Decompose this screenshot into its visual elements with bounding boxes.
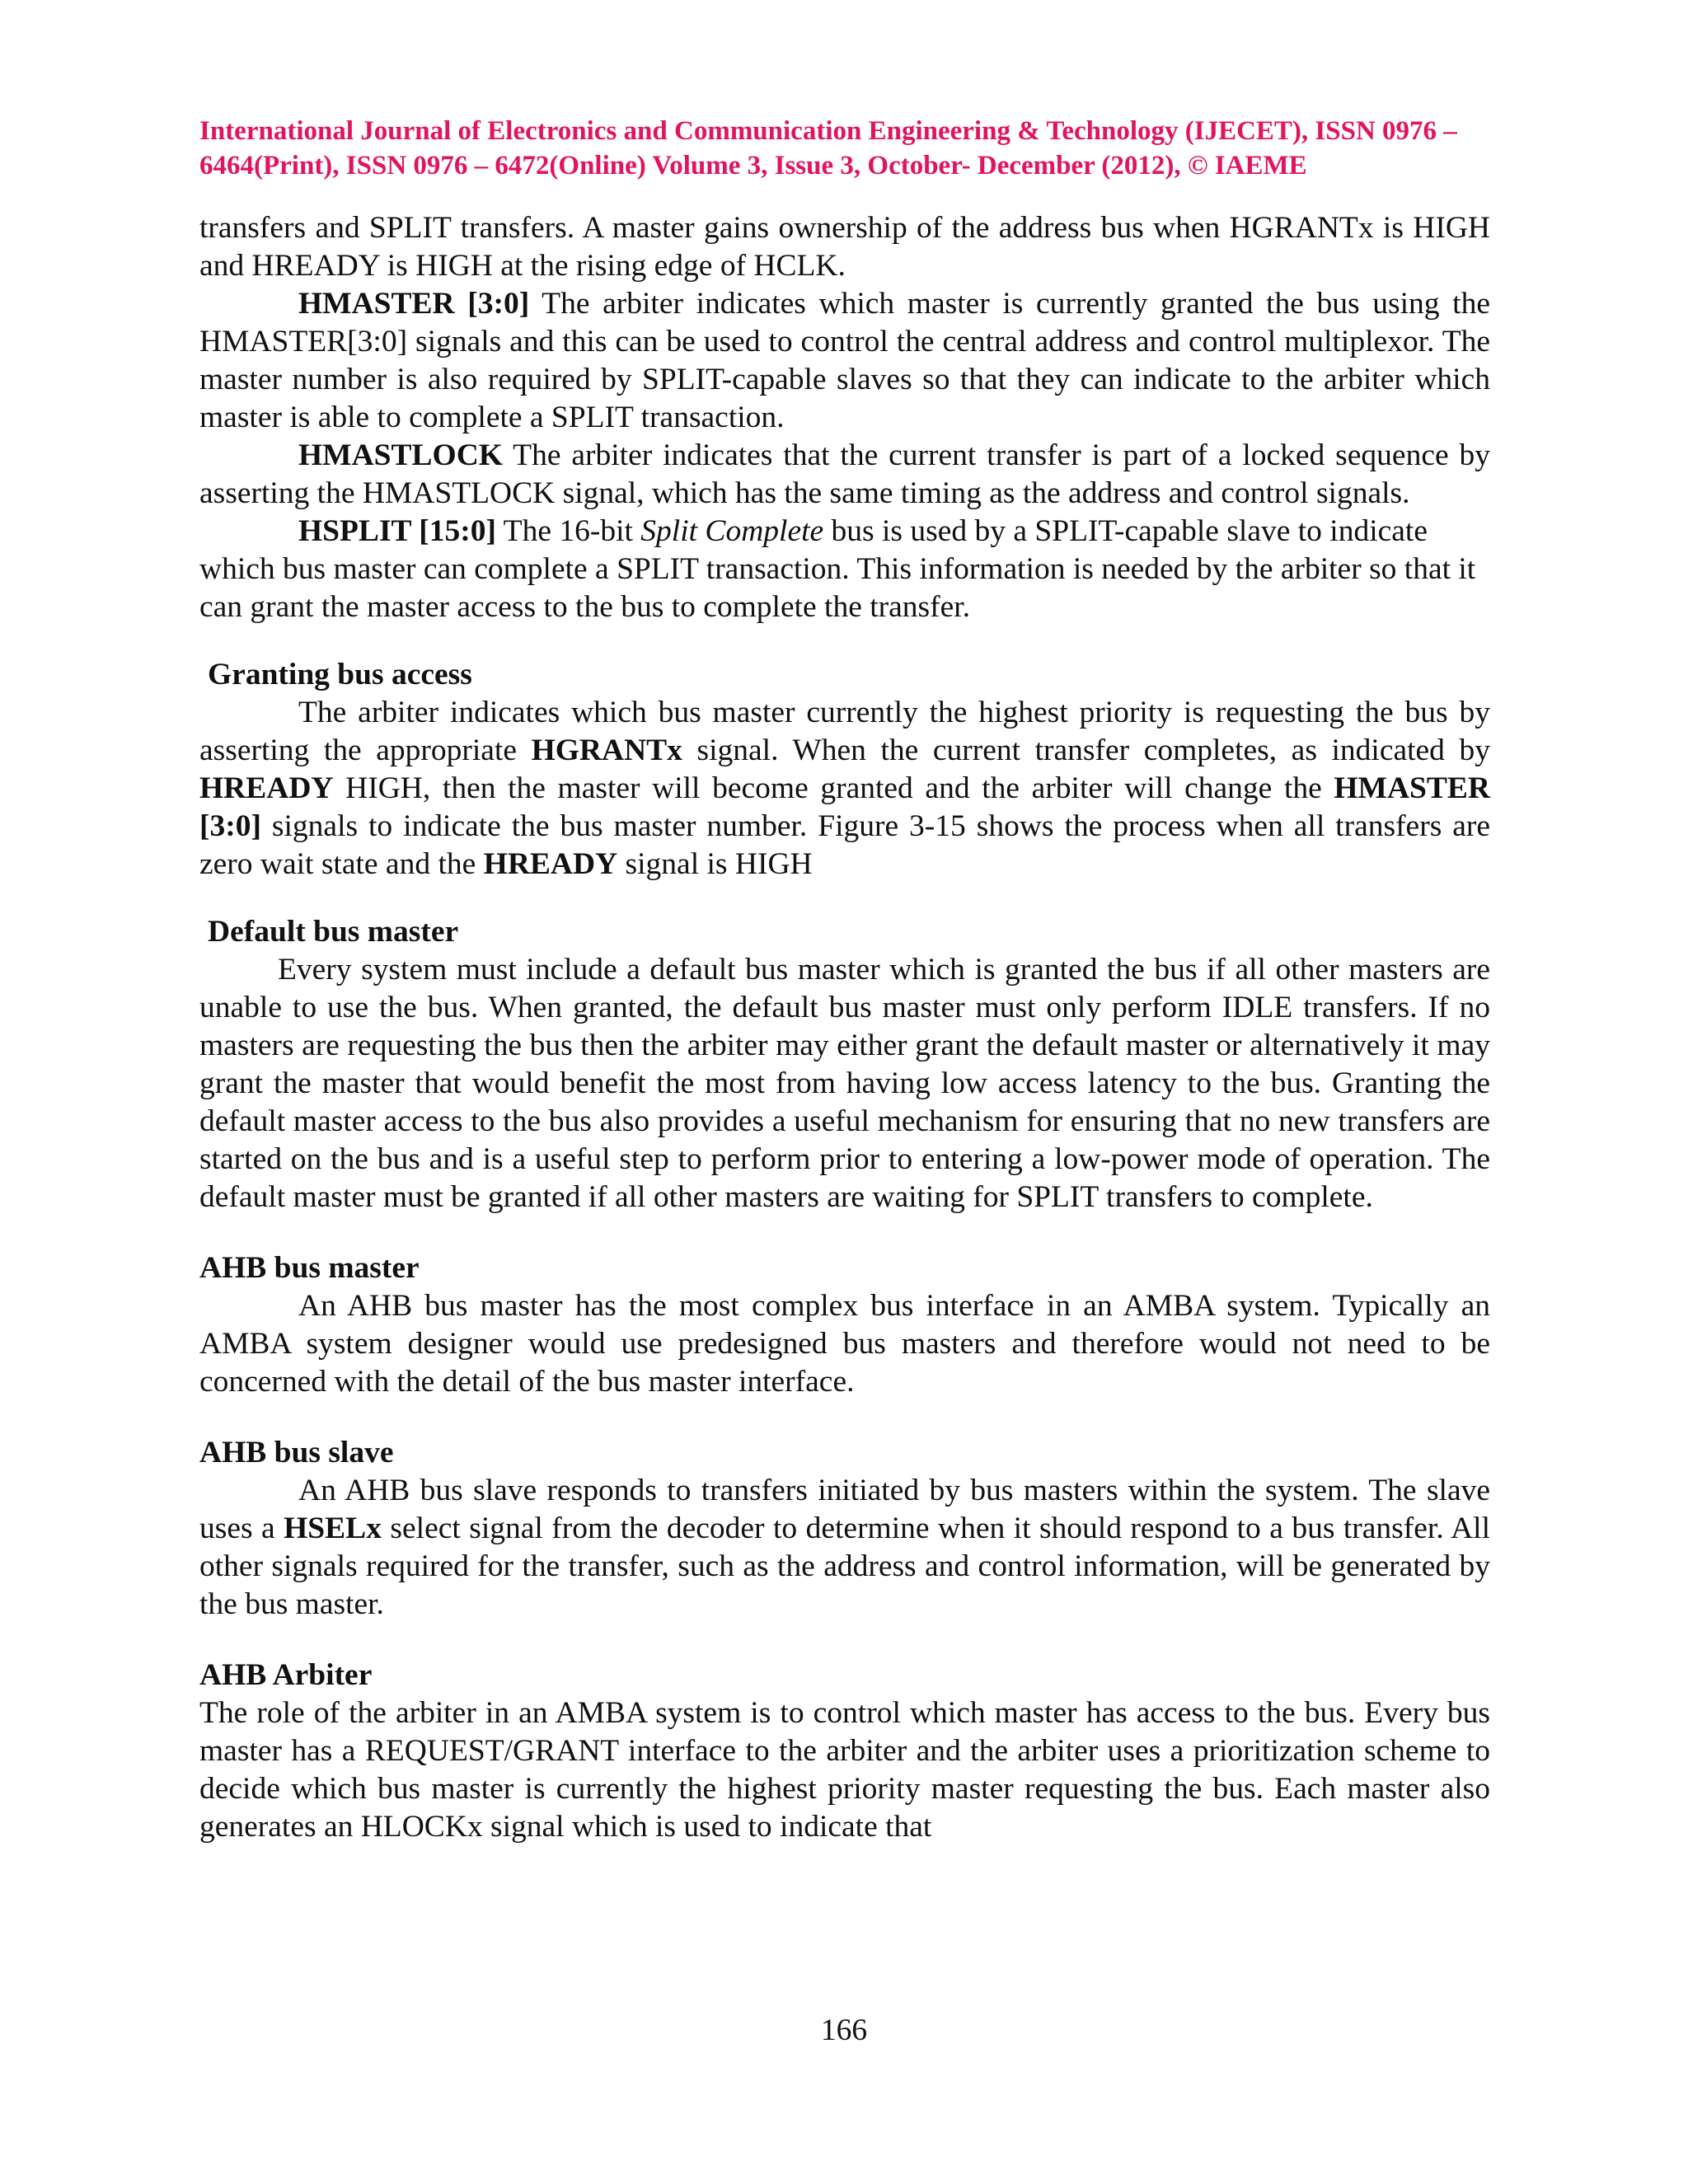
heading-ahb-arbiter: AHB Arbiter — [199, 1658, 373, 1692]
heading-granting-bus-access: Granting bus access — [208, 658, 472, 691]
granting-text-4: signals to indicate the bus master number. Figure 3-15 shows the process when all transfers are zero wait state and the — [199, 809, 1490, 881]
heading-default-bus-master: Default bus master — [208, 915, 459, 949]
heading-ahb-bus-master: AHB bus master — [199, 1251, 420, 1285]
hsplit-text-a: The 16-bit — [495, 514, 641, 548]
granting-bold-hready-2: HREADY — [483, 847, 618, 881]
hsplit-italic-term: Split Complete — [640, 514, 824, 548]
granting-text-1: The arbiter indicates which bus master currently the highest priority is requesting the bus by asserting the appropriate — [199, 696, 1490, 767]
paragraph-ahb-bus-slave — [199, 1472, 1490, 1624]
body-content — [199, 209, 1490, 1846]
paragraph-ahb-arbiter: The role of the arbiter in an AMBA system is to control which master has access to the bus. Every bus master has a REQUEST/GRANT interface to the arbiter and the arbiter uses a prioritization scheme to decide which bus master is currently the highest priority master requesting the bus. Each master also generates an HLOCKx signal which is used to indicate that — [199, 1696, 1490, 1844]
term-hsplit: HSPLIT [15:0] — [298, 514, 496, 548]
hmaster-description: The arbiter indicates which master is currently granted the bus using the HMASTER[3:0] signals and this can be used to control the central address and control multiplexor. The master number is also required by SPLIT-capable slaves so that they can indicate to the arbiter which master is able to complete a SPLIT transaction. — [199, 287, 1490, 434]
term-hmaster: HMASTER [3:0] — [298, 287, 530, 321]
granting-text-3: HIGH, then the master will become granted and the arbiter will change the — [333, 771, 1334, 805]
journal-header-line-1: International Journal of Electronics and Communication Engineering & Technology (IJECET), ISSN 0976 – — [199, 116, 1457, 146]
paragraph-hsplit — [199, 513, 1490, 626]
term-hmastlock: HMASTLOCK — [298, 438, 503, 472]
journal-header-line-2: 6464(Print), ISSN 0976 – 6472(Online) Volume 3, Issue 3, October- December (2012), © IAEME — [199, 151, 1307, 180]
paragraph-ahb-bus-master: An AHB bus master has the most complex bus interface in an AMBA system. Typically an AMBA system designer would use predesigned bus masters and therefore would not need to be concerned with the detail of the bus master interface. — [199, 1289, 1490, 1399]
journal-header — [199, 114, 1502, 183]
paragraph-default-bus-master: Every system must include a default bus master which is granted the bus if all other masters are unable to use the bus. When granted, the default bus master must only perform IDLE transfers. If no masters are requesting the bus then the arbiter may either grant the default master or alternatively it may grant the master that would benefit the most from having low access latency to the bus. Granting the default master access to the bus also provides a useful mechanism for ensuring that no new transfers are started on the bus and is a useful step to perform prior to entering a low-power mode of operation. The default master must be granted if all other masters are waiting for SPLIT transfers to complete. — [199, 953, 1490, 1214]
granting-bold-hmaster: HMASTER [3:0] — [199, 771, 1490, 843]
hsplit-text-b: bus is used by a SPLIT-capable slave to indicate which bus master can complete a SPLIT transaction. This information is needed by the arbiter so that it can grant the master access to the bus to complete the transfer. — [199, 514, 1476, 624]
paragraph-granting — [199, 694, 1490, 883]
ahb-slave-text-2: select signal from the decoder to determine when it should respond to a bus transfer. All other signals required for the transfer, such as the address and control information, will be generated by the bus master. — [199, 1511, 1490, 1621]
granting-bold-hgrantx: HGRANTx — [531, 733, 682, 767]
granting-text-2: signal. When the current transfer completes, as indicated by — [682, 733, 1490, 767]
paragraph-hmaster — [199, 285, 1490, 437]
paragraph-transfers: transfers and SPLIT transfers. A master gains ownership of the address bus when HGRANTx is HIGH and HREADY is HIGH at the rising edge of HCLK. — [199, 211, 1490, 283]
paragraph-hmastlock — [199, 437, 1490, 513]
ahb-slave-bold-hselx: HSELx — [284, 1511, 382, 1545]
granting-text-5: signal is HIGH — [617, 847, 813, 881]
heading-ahb-bus-slave: AHB bus slave — [199, 1436, 394, 1469]
granting-bold-hready: HREADY — [199, 771, 334, 805]
page-number: 166 — [820, 2013, 868, 2047]
ahb-slave-text-1: An AHB bus slave responds to transfers initiated by bus masters within the system. The slave uses a — [199, 1474, 1490, 1545]
hmastlock-description: The arbiter indicates that the current transfer is part of a locked sequence by asserting the HMASTLOCK signal, which has the same timing as the address and control signals. — [199, 438, 1490, 510]
